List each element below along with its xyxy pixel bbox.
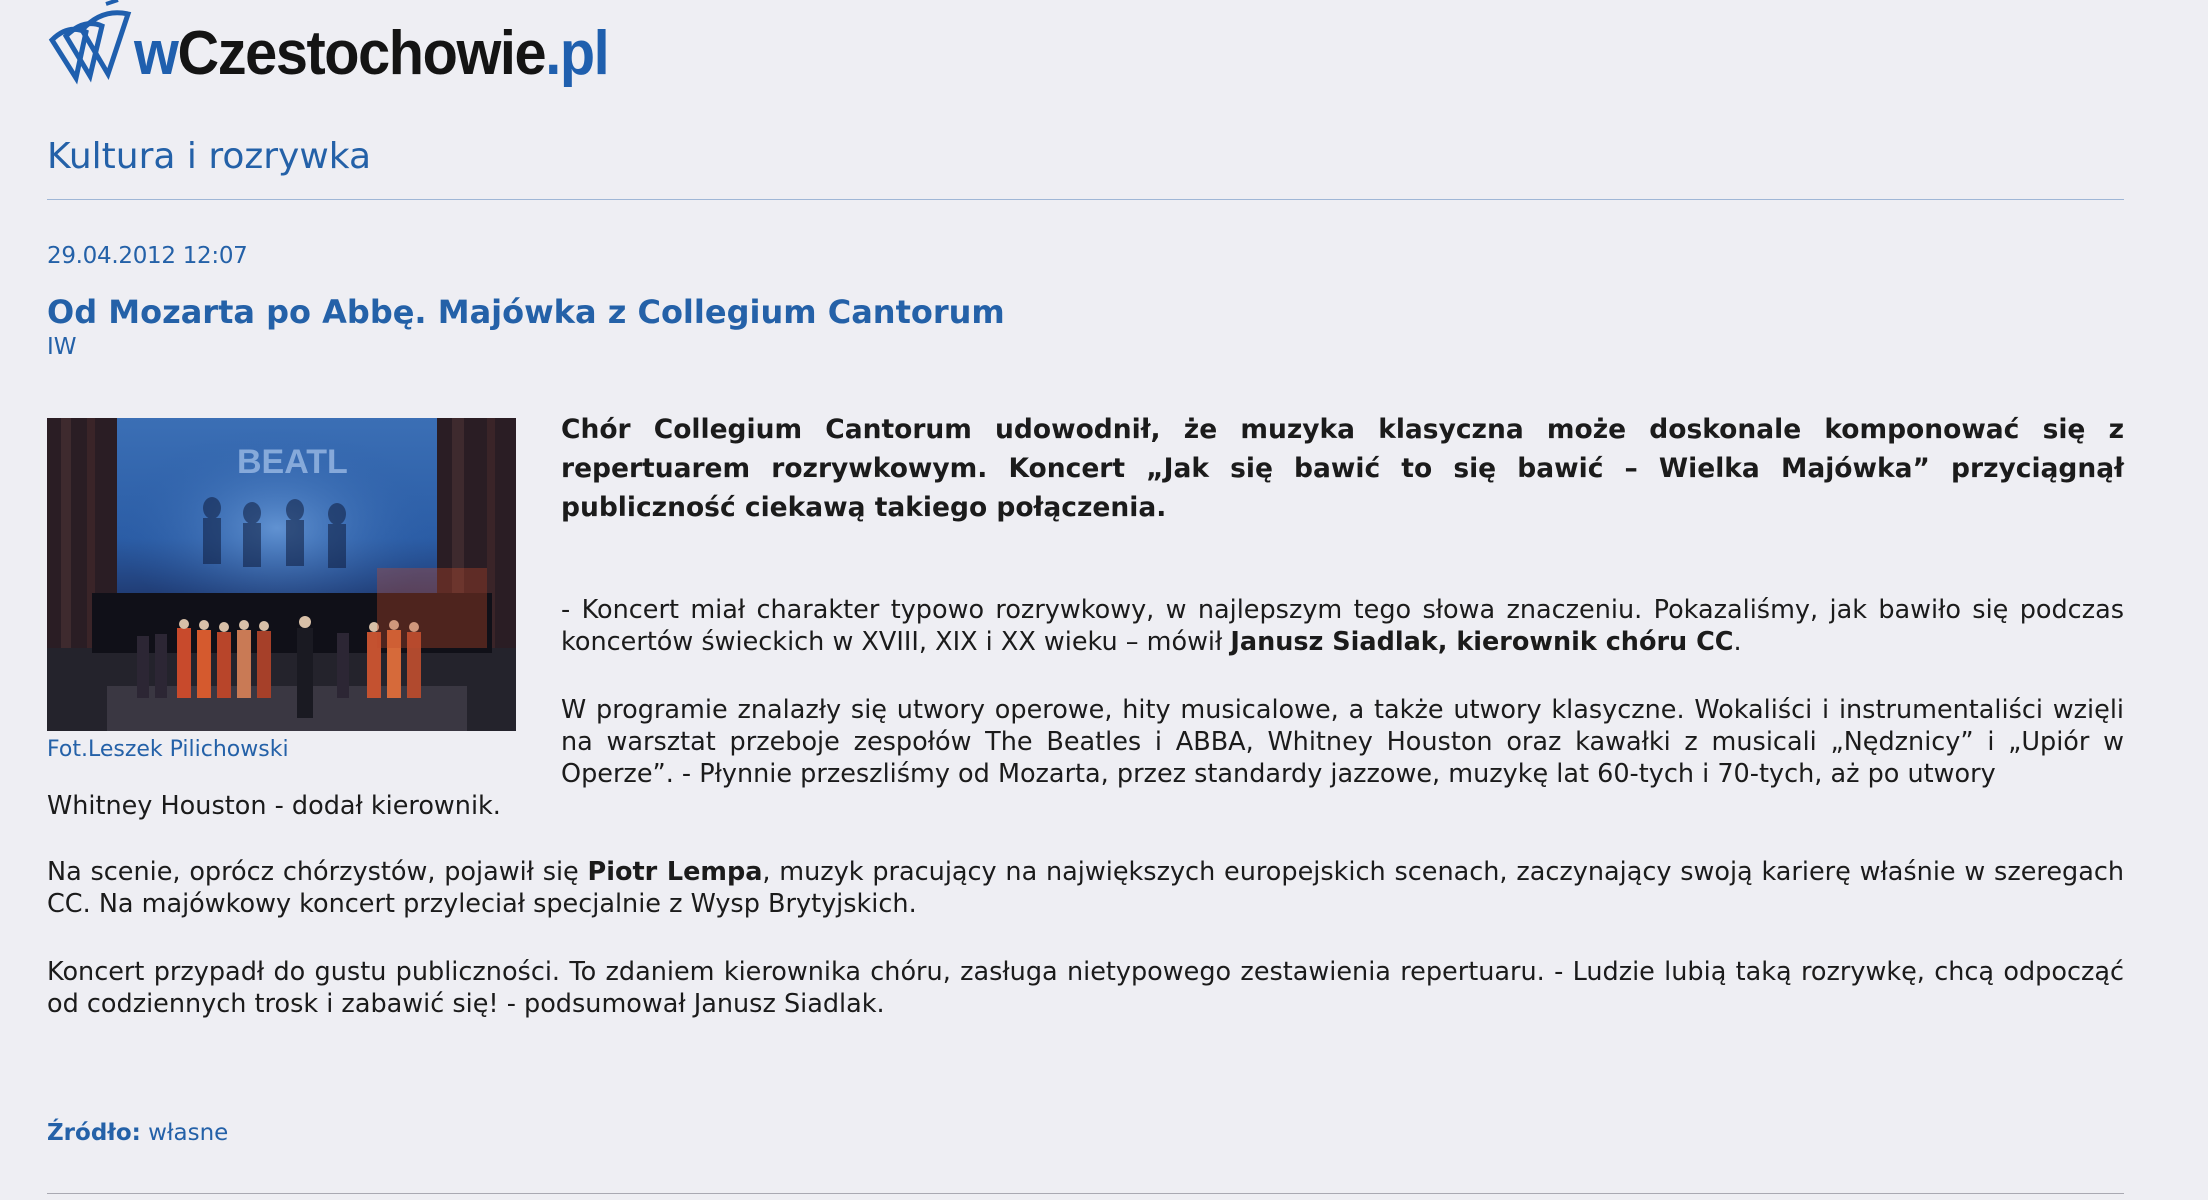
source-value: własne <box>148 1120 229 1146</box>
paragraph-1-end: . <box>1733 627 1742 657</box>
paragraph-3-bold: Piotr Lempa <box>587 857 763 887</box>
paragraph-3-start: Na scenie, oprócz chórzystów, pojawił się <box>47 857 588 887</box>
concert-stage-photo <box>47 418 516 731</box>
article-paragraph-2: W programie znalazły się utwory operowe, hity musicalowe, a także utwory klasyczne. Wokaliści i instrumentaliści wzięli na warsztat przeboje zespołów The Beatles i ABBA, Whitney Houston oraz kawałki z musicali „Nędznicy” i „Upiór w Operze”. - Płynnie przeszliśmy od Mozarta, przez standardy jazzowe, muzykę lat 60-tych i 70-tych, aż po utwory <box>561 695 2124 789</box>
site-logo[interactable] <box>46 0 644 92</box>
logo-suffix: .pl <box>545 19 609 88</box>
logo-prefix: w <box>134 19 178 88</box>
bottom-divider <box>47 1193 2124 1194</box>
paragraph-3-end: , muzyk pracujący na największych europejskich scenach, zaczynający swoją karierę właśnie w szeregach CC. Na majówkowy koncert przyleciał specjalnie z Wysp Brytyjskich. <box>47 857 2125 919</box>
photo-caption: Fot.Leszek Pilichowski <box>47 737 289 762</box>
article-title: Od Mozarta po Abbę. Majówka z Collegium Cantorum <box>47 293 1005 331</box>
paragraph-1-text: - Koncert miał charakter typowo rozrywkowy, w najlepszym tego słowa znaczeniu. Pokazaliśmy, jak bawiło się podczas koncertów świeckich w XVIII, XIX i XX wieku – mówił <box>561 595 2124 657</box>
section-divider <box>47 199 2124 200</box>
article-paragraph-1 <box>561 594 2124 658</box>
article-paragraph-3 <box>47 856 2124 920</box>
svg-text:BEATL: BEATL <box>237 443 348 481</box>
article-source <box>47 1120 228 1146</box>
source-label: Źródło: <box>47 1120 141 1146</box>
logo-wordmark <box>134 18 608 89</box>
article-paragraph-2-tail: Whitney Houston - dodał kierownik. <box>47 791 501 821</box>
article-date: 29.04.2012 12:07 <box>47 243 248 269</box>
article-paragraph-4: Koncert przypadł do gustu publiczności. To zdaniem kierownika chóru, zasługa nietypowego zestawienia repertuaru. - Ludzie lubią taką rozrywkę, chcą odpocząć od codziennych trosk i zabawić się! - podsumował Janusz Siadlak. <box>47 957 2124 1019</box>
section-title[interactable]: Kultura i rozrywka <box>47 136 372 177</box>
article-photo <box>47 418 516 731</box>
paragraph-1-bold: Janusz Siadlak, kierownik chóru CC <box>1230 627 1734 657</box>
logo-wave-icon <box>46 0 134 90</box>
logo-name: Czestochowie <box>177 19 546 88</box>
article-lead: Chór Collegium Cantorum udowodnił, że muzyka klasyczna może doskonale komponować się z repertuarem rozrywkowym. Koncert „Jak się bawić to się bawić – Wielka Majówka” przyciągnął publiczność ciekawą takiego połączenia. <box>561 414 2124 523</box>
article-author: IW <box>47 334 77 360</box>
